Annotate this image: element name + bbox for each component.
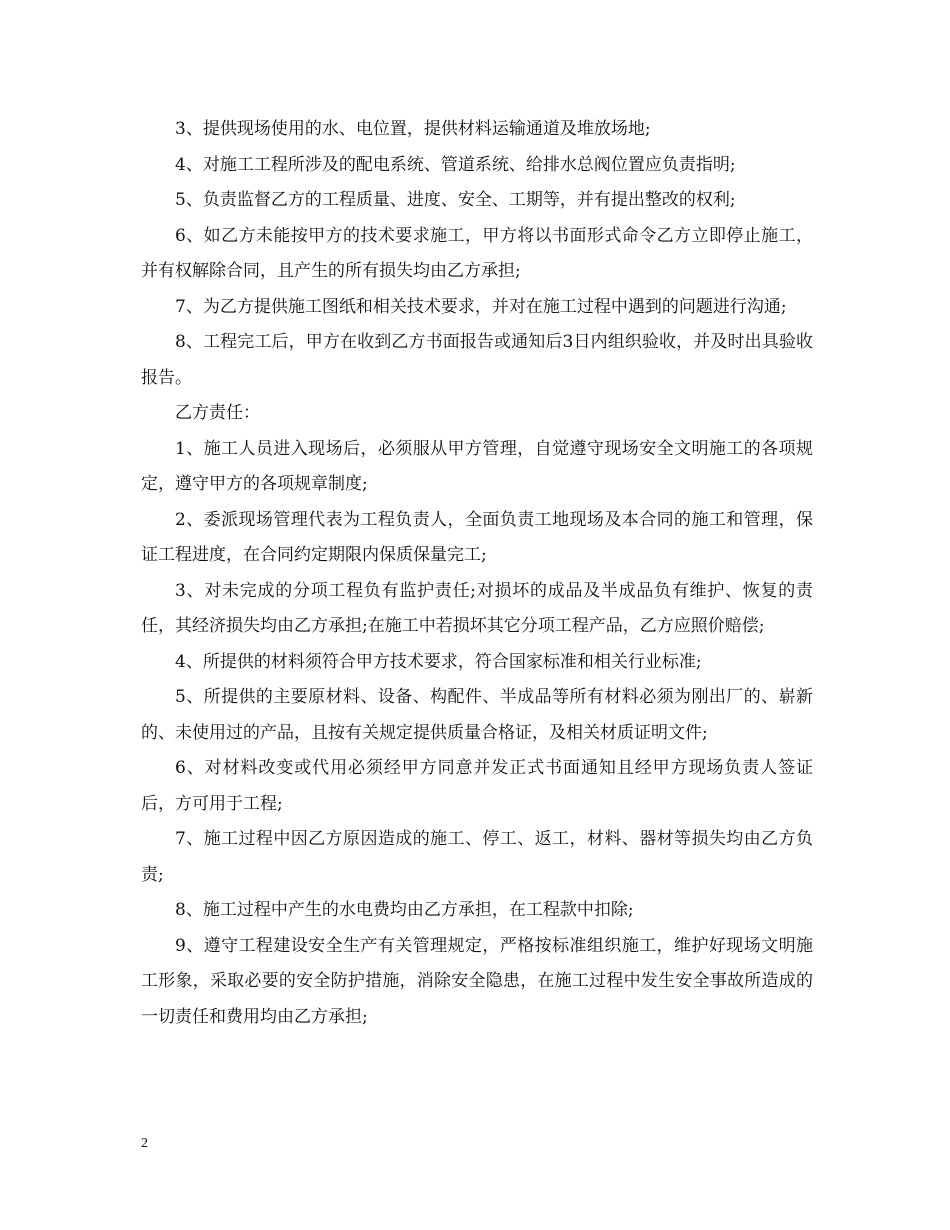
clause-paragraph: 8、施工过程中产生的水电费均由乙方承担，在工程款中扣除; (175, 900, 634, 920)
clause-paragraph: 8、工程完工后，甲方在收到乙方书面报告或通知后3日内组织验收，并及时出具验收报告。 (141, 332, 813, 388)
clause-paragraph: 3、提供现场使用的水、电位置，提供材料运输通道及堆放场地; (175, 119, 651, 139)
clause-paragraph: 4、所提供的材料须符合甲方技术要求，符合国家标准和相关行业标准; (175, 651, 702, 672)
section-heading: 乙方责任： (175, 403, 260, 423)
page-number: 2 (141, 1136, 148, 1151)
clause-paragraph: 5、负责监督乙方的工程质量、进度、安全、工期等，并有提出整改的权利; (175, 190, 736, 210)
clause-paragraph: 2、委派现场管理代表为工程负责人，全面负责工地现场及本合同的施工和管理，保证工程进度，在合同约定期限内保质保量完工; (141, 509, 813, 565)
clause-paragraph: 3、对未完成的分项工程负有监护责任;对损坏的成品及半成品负有维护、恢复的责任，其经济损失均由乙方承担;在施工中若损坏其它分项工程产品，乙方应照价赔偿; (141, 580, 813, 636)
clause-paragraph: 1、施工人员进入现场后，必须服从甲方管理，自觉遵守现场安全文明施工的各项规定，遵守甲方的各项规章制度; (141, 438, 813, 494)
clause-paragraph: 6、如乙方未能按甲方的技术要求施工，甲方将以书面形式命令乙方立即停止施工，并有权解除合同，且产生的所有损失均由乙方承担; (141, 225, 813, 281)
clause-paragraph: 9、遵守工程建设安全生产有关管理规定，严格按标准组织施工，维护好现场文明施工形象，采取必要的安全防护措施，消除安全隐患，在施工过程中发生安全事故所造成的一切责任和费用均由乙方承担; (141, 935, 813, 1027)
clause-paragraph: 4、对施工工程所涉及的配电系统、管道系统、给排水总阀位置应负责指明; (175, 154, 736, 175)
clause-paragraph: 7、为乙方提供施工图纸和相关技术要求，并对在施工过程中遇到的问题进行沟通; (175, 296, 787, 317)
clause-paragraph: 5、所提供的主要原材料、设备、构配件、半成品等所有材料必须为刚出厂的、崭新的、未使用过的产品，且按有关规定提供质量合格证，及相关材质证明文件; (141, 687, 813, 743)
clause-paragraph: 6、对材料改变或代用必须经甲方同意并发正式书面通知且经甲方现场负责人签证后，方可用于工程; (141, 758, 813, 814)
clause-paragraph: 7、施工过程中因乙方原因造成的施工、停工、返工，材料、器材等损失均由乙方负责; (141, 829, 813, 885)
document-body (141, 112, 813, 1035)
